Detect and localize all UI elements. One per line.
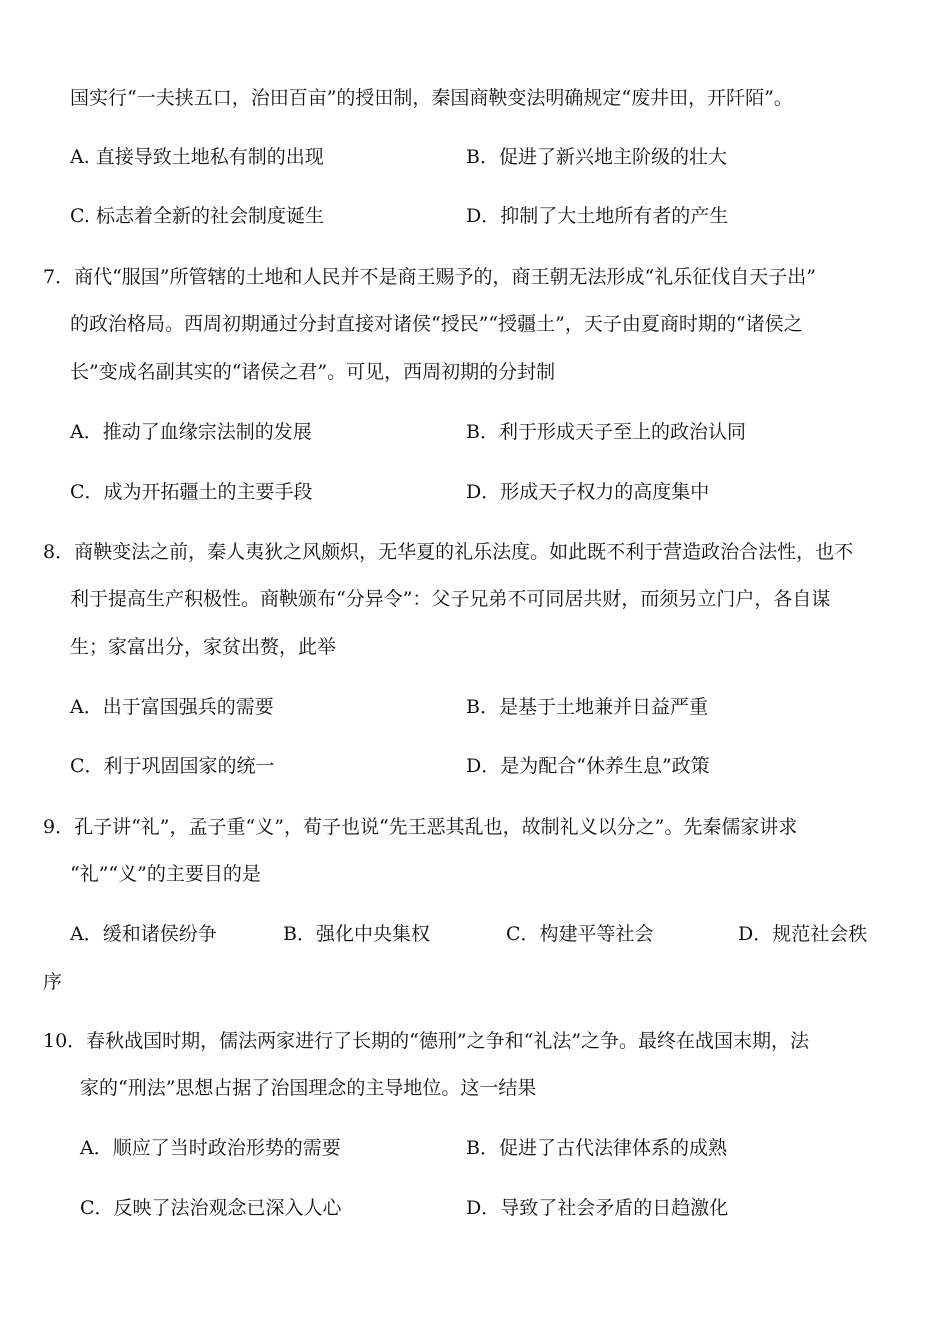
q8-option-a: A．出于富国强兵的需要	[70, 696, 274, 718]
q7-stem-line-3: 长”变成名副其实的“诸侯之君”。可见，西周初期的分封制	[70, 361, 556, 383]
q9-option-d-wrap: 序	[43, 971, 63, 993]
q8-stem-line-2: 利于提高生产积极性。商鞅颁布“分异令”：父子兄弟不可同居共财，而须另立门户，各自谋	[70, 588, 831, 610]
q6-option-c: C. 标志着全新的社会制度诞生	[70, 205, 324, 227]
q10-option-a: A．顺应了当时政治形势的需要	[80, 1137, 341, 1159]
q8-stem-line-1: 8．商鞅变法之前，秦人夷狄之风颇炽，无华夏的礼乐法度。如此既不利于营造政治合法性，也不	[43, 541, 854, 563]
q8-option-d: D．是为配合“休养生息”政策	[466, 755, 710, 777]
q9-stem-line-2: “礼”“义”的主要目的是	[70, 863, 261, 885]
q7-option-d: D．形成天子权力的高度集中	[466, 481, 710, 503]
q10-option-d: D．导致了社会矛盾的日趋激化	[466, 1197, 729, 1219]
q8-option-b: B．是基于土地兼并日益严重	[466, 696, 708, 718]
q7-stem-line-1: 7．商代“服国”所管辖的土地和人民并不是商王赐予的，商王朝无法形成“礼乐征伐自天子出”	[43, 266, 816, 288]
q7-option-a: A．推动了血缘宗法制的发展	[70, 421, 312, 443]
q7-stem-line-2: 的政治格局。西周初期通过分封直接对诸侯“授民”“授疆土”，天子由夏商时期的“诸侯之	[70, 313, 803, 335]
q6-option-b: B．促进了新兴地主阶级的壮大	[466, 146, 727, 168]
q10-option-c: C．反映了法治观念已深入人心	[80, 1197, 342, 1219]
q6-option-d: D．抑制了大土地所有者的产生	[466, 205, 729, 227]
q10-stem-line-2: 家的“刑法”思想占据了治国理念的主导地位。这一结果	[80, 1077, 537, 1099]
q9-option-a: A．缓和诸侯纷争	[70, 923, 217, 945]
q9-option-b: B．强化中央集权	[283, 923, 430, 945]
q10-option-b: B．促进了古代法律体系的成熟	[466, 1137, 727, 1159]
q6-option-a: A. 直接导致土地私有制的出现	[70, 146, 324, 168]
q6-stem-tail: 国实行“一夫挟五口，治田百亩”的授田制，秦国商鞅变法明确规定“废井田，开阡陌”。	[70, 87, 793, 109]
q7-option-c: C．成为开拓疆土的主要手段	[70, 481, 313, 503]
q8-stem-line-3: 生；家富出分，家贫出赘，此举	[70, 636, 337, 658]
q9-option-c: C．构建平等社会	[506, 923, 654, 945]
q9-stem-line-1: 9．孔子讲“礼”，孟子重“义”，荀子也说“先王恶其乱也，故制礼义以分之”。先秦儒家讲求	[43, 816, 798, 838]
q8-option-c: C．利于巩固国家的统一	[70, 755, 275, 777]
q10-stem-line-1: 10．春秋战国时期，儒法两家进行了长期的“德刑”之争和“礼法”之争。最终在战国末期，法	[43, 1030, 810, 1052]
q7-option-b: B．利于形成天子至上的政治认同	[466, 421, 746, 443]
q9-option-d: D．规范社会秩	[738, 923, 868, 945]
